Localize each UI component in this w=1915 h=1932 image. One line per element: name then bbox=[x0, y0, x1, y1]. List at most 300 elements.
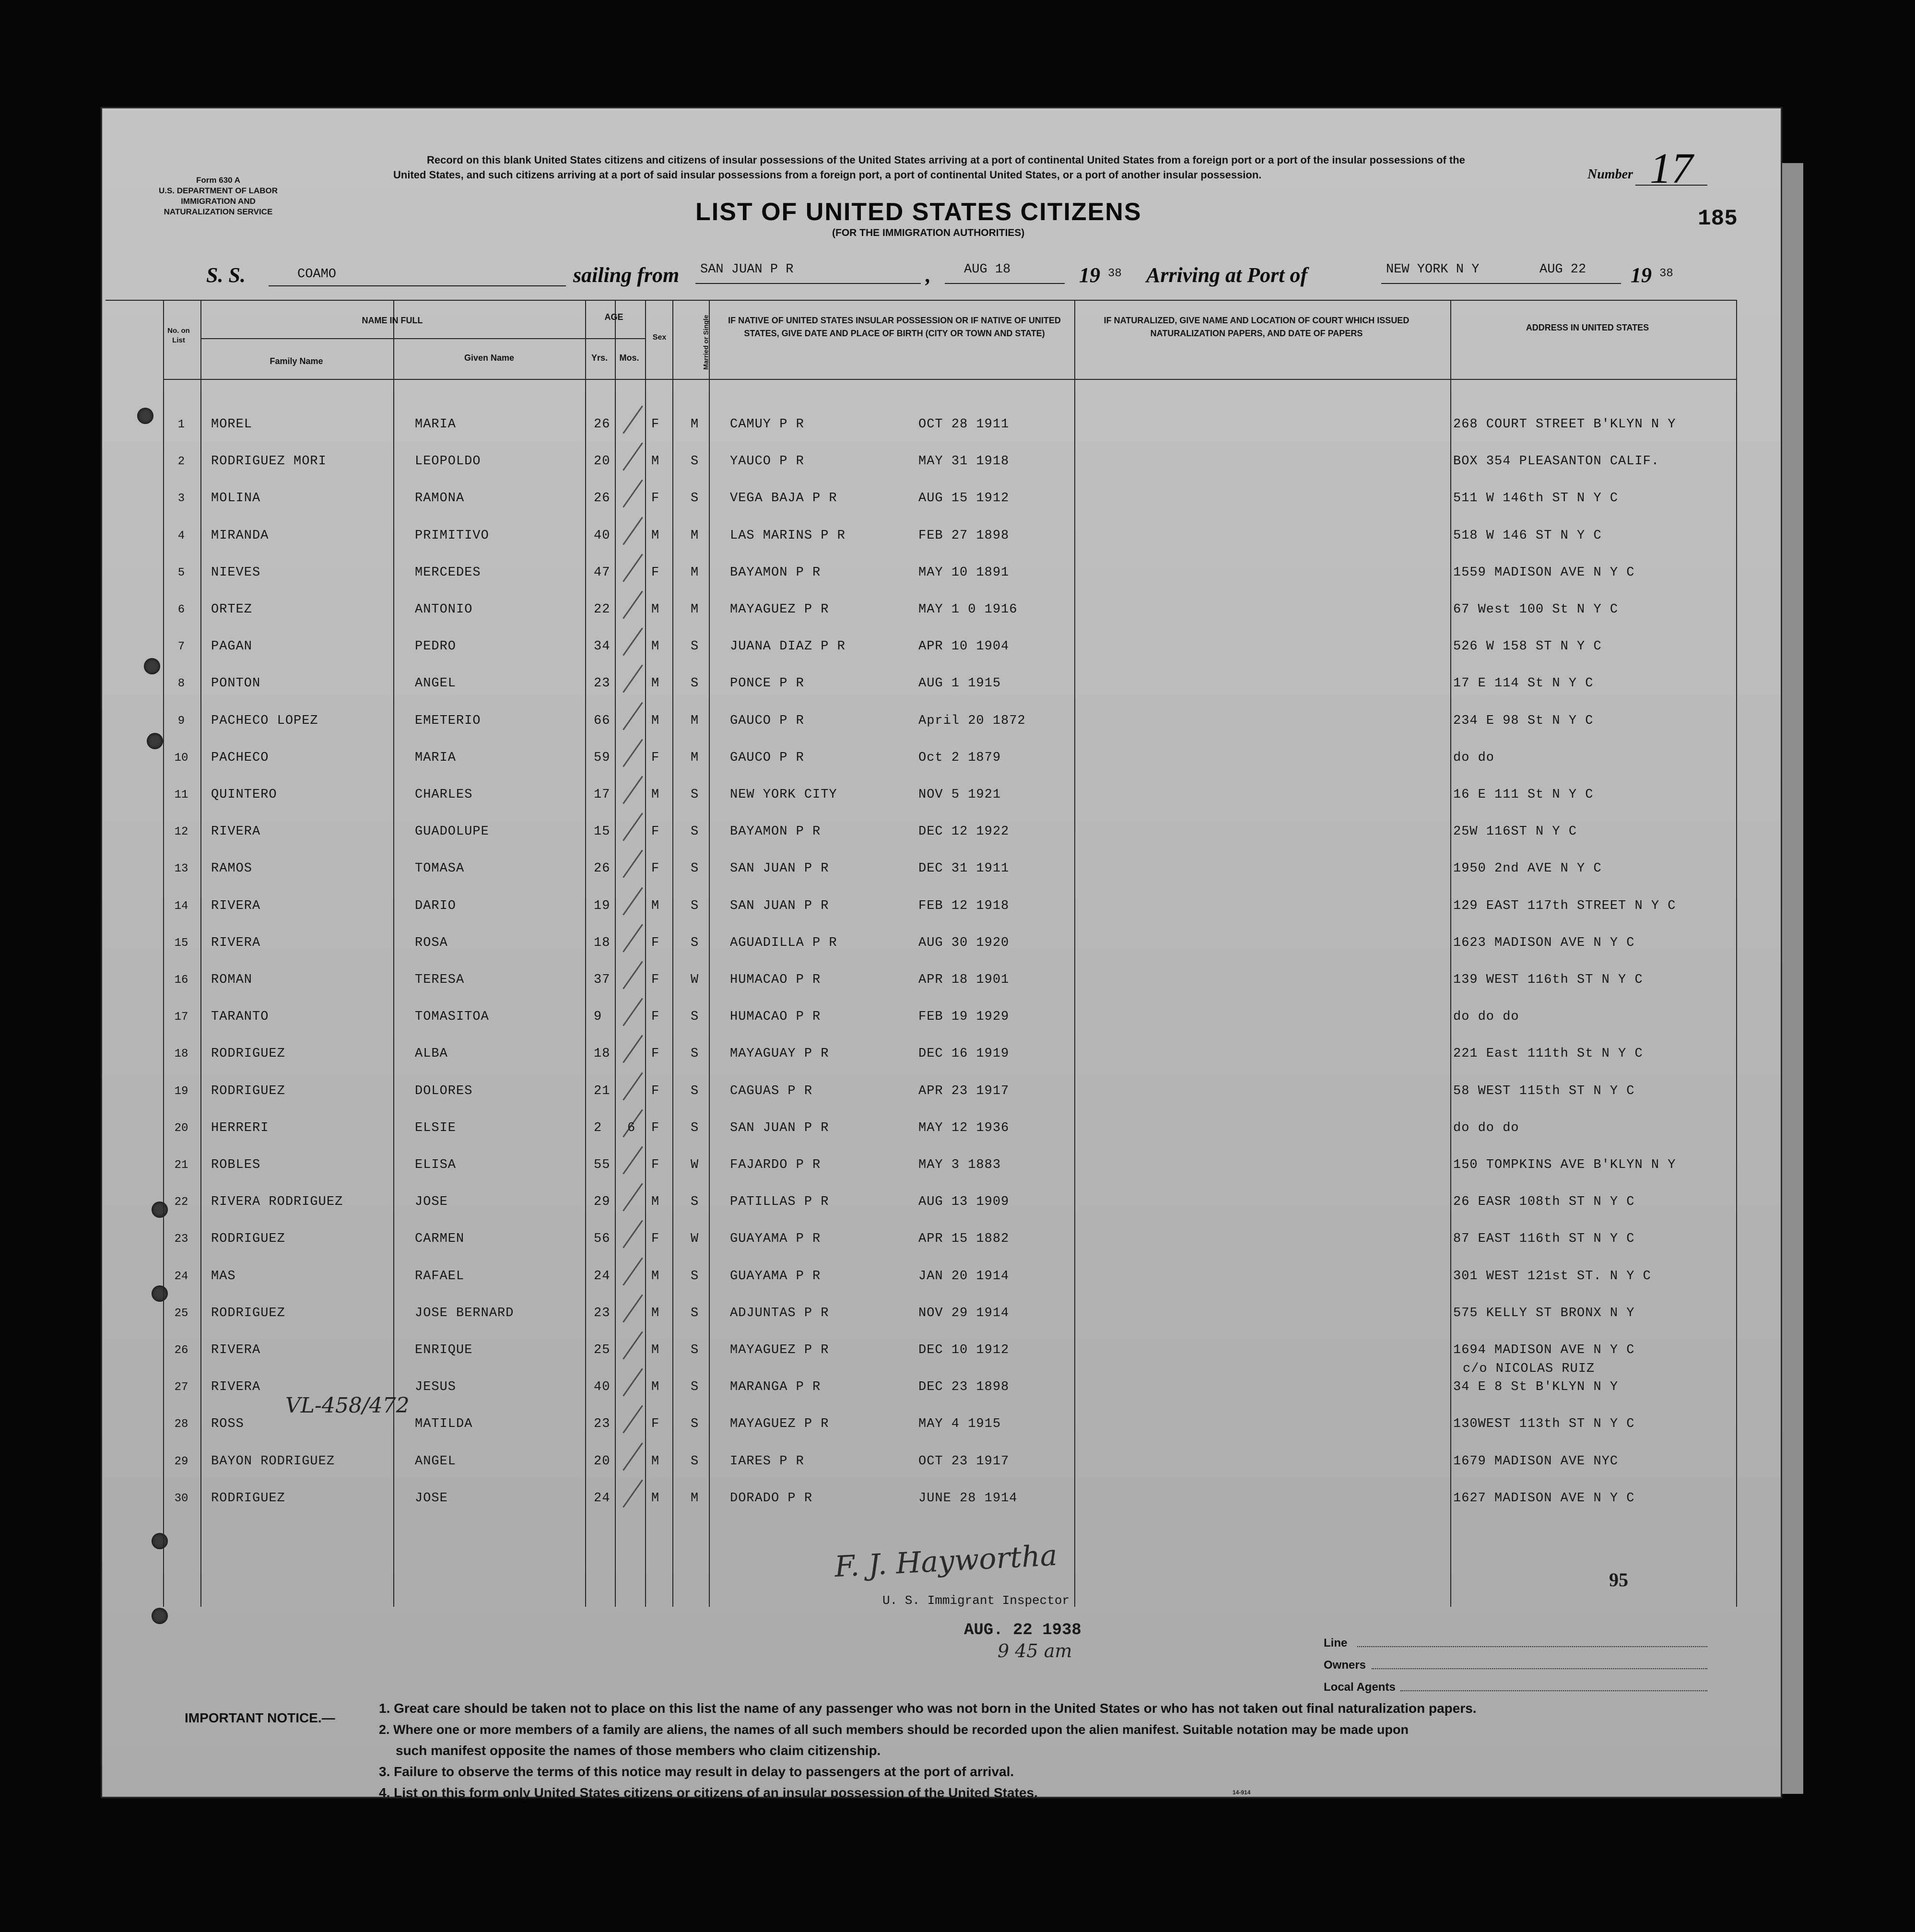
notice-item-2-cont: such manifest opposite the names of those members who claim citizenship. bbox=[396, 1743, 881, 1758]
col-header-given: Given Name bbox=[464, 353, 515, 363]
form-identifier: Form 630 A U.S. DEPARTMENT OF LABOR IMMIGRATION AND NATURALIZATION SERVICE bbox=[158, 176, 278, 216]
marital-status: S bbox=[691, 935, 699, 950]
family-name: RIVERA RODRIGUEZ bbox=[211, 1195, 343, 1210]
birth-date: APR 23 1917 bbox=[918, 1084, 1010, 1098]
marital-status: S bbox=[691, 1120, 699, 1135]
address: 268 COURT STREET B'KLYN N Y bbox=[1453, 417, 1676, 432]
given-name: CHARLES bbox=[415, 788, 473, 802]
age-years: 47 bbox=[594, 565, 611, 580]
address: 1679 MADISON AVE NYC bbox=[1453, 1454, 1619, 1469]
row-number: 17 bbox=[174, 1011, 188, 1024]
age-years: 59 bbox=[594, 750, 611, 765]
row-number: 6 bbox=[177, 603, 185, 616]
age-years: 15 bbox=[594, 825, 611, 839]
row-number: 11 bbox=[174, 789, 188, 801]
col-header-married: Married or Single bbox=[702, 315, 710, 370]
family-name: RAMOS bbox=[211, 861, 253, 876]
arrival-date: AUG 22 bbox=[1539, 262, 1586, 277]
marital-status: S bbox=[691, 1084, 699, 1098]
birth-place: YAUCO P R bbox=[730, 454, 804, 469]
line-label: Line bbox=[1324, 1637, 1348, 1649]
marital-status: M bbox=[691, 1491, 699, 1506]
address: 301 WEST 121st ST. N Y C bbox=[1453, 1269, 1651, 1284]
col-header-address: ADDRESS IN UNITED STATES bbox=[1526, 323, 1649, 332]
birth-date: JAN 20 1914 bbox=[918, 1269, 1010, 1284]
birth-place: SAN JUAN P R bbox=[730, 1120, 829, 1135]
age-years: 40 bbox=[594, 1380, 611, 1395]
arrival-stamp: AUG. 22 1938 bbox=[964, 1621, 1081, 1639]
address: 575 KELLY ST BRONX N Y bbox=[1453, 1306, 1635, 1320]
birth-date: FEB 12 1918 bbox=[918, 898, 1010, 913]
marital-status: S bbox=[691, 676, 699, 691]
row-number: 1 bbox=[177, 418, 185, 431]
address: 150 TOMPKINS AVE B'KLYN N Y bbox=[1453, 1158, 1676, 1172]
col-header-naturalized: IF NATURALIZED, GIVE NAME AND LOCATION OF COURT WHICH ISSUED NATURALIZATION PAPERS, AND DATE OF PAPERS bbox=[1104, 316, 1410, 338]
notice-item-3: 3. Failure to observe the terms of this notice may result in delay to passengers at the port of arrival. bbox=[379, 1764, 1014, 1779]
address: do do do bbox=[1453, 1010, 1519, 1025]
birth-place: SAN JUAN P R bbox=[730, 898, 829, 913]
address: 130WEST 113th ST N Y C bbox=[1453, 1417, 1635, 1432]
family-name: ORTEZ bbox=[211, 602, 253, 617]
sex: F bbox=[651, 1120, 660, 1135]
col-header-birth: IF NATIVE OF UNITED STATES INSULAR POSSESSION OR IF NATIVE OF UNITED STATES, GIVE DATE AND PLACE OF BIRTH (CITY OR TOWN AND STATE) bbox=[728, 316, 1061, 338]
family-name: MAS bbox=[211, 1269, 236, 1284]
marital-status: S bbox=[691, 639, 699, 654]
row-number: 12 bbox=[174, 825, 188, 839]
table-column-rule bbox=[645, 300, 646, 1607]
number-label: Number bbox=[1587, 167, 1633, 182]
family-name: PACHECO LOPEZ bbox=[211, 713, 318, 728]
birth-date: AUG 30 1920 bbox=[918, 935, 1010, 950]
given-name: MARIA bbox=[415, 750, 457, 765]
age-years: 9 bbox=[594, 1010, 602, 1025]
sex: F bbox=[651, 825, 660, 839]
marital-status: M bbox=[691, 565, 699, 580]
address: 67 West 100 St N Y C bbox=[1453, 602, 1619, 617]
table-row-rule bbox=[106, 300, 1736, 301]
address: 1623 MADISON AVE N Y C bbox=[1453, 935, 1635, 950]
marital-status: W bbox=[691, 1232, 699, 1247]
row-number: 2 bbox=[177, 455, 185, 469]
birth-place: CAMUY P R bbox=[730, 417, 804, 432]
row-number: 13 bbox=[174, 862, 188, 876]
birth-place: SAN JUAN P R bbox=[730, 861, 829, 876]
birth-date: DEC 10 1912 bbox=[918, 1343, 1010, 1357]
birth-date: MAY 1 0 1916 bbox=[918, 602, 1018, 617]
birth-place: JUANA DIAZ P R bbox=[730, 639, 846, 654]
given-name: PRIMITIVO bbox=[415, 528, 489, 543]
sex: M bbox=[651, 676, 660, 691]
age-years: 56 bbox=[594, 1232, 611, 1247]
inspector-label: U. S. Immigrant Inspector bbox=[882, 1593, 1070, 1608]
punch-hole bbox=[152, 1608, 168, 1624]
marital-status: S bbox=[691, 898, 699, 913]
sex: M bbox=[651, 898, 660, 913]
birth-date: MAY 12 1936 bbox=[918, 1120, 1010, 1135]
row-number: 18 bbox=[174, 1048, 188, 1061]
age-years: 23 bbox=[594, 676, 611, 691]
sex: M bbox=[651, 1306, 660, 1320]
row-number: 3 bbox=[177, 492, 185, 506]
sex: M bbox=[651, 602, 660, 617]
family-name: RODRIGUEZ bbox=[211, 1491, 285, 1506]
age-years: 20 bbox=[594, 454, 611, 469]
age-years: 18 bbox=[594, 1047, 611, 1061]
sex: F bbox=[651, 973, 660, 987]
owners-label: Owners bbox=[1324, 1659, 1366, 1672]
age-years: 29 bbox=[594, 1195, 611, 1210]
family-name: MOLINA bbox=[211, 491, 261, 506]
punch-hole bbox=[152, 1202, 168, 1218]
birth-place: PONCE P R bbox=[730, 676, 804, 691]
address: 526 W 158 ST N Y C bbox=[1453, 639, 1602, 654]
birth-date: NOV 29 1914 bbox=[918, 1306, 1010, 1320]
sex: F bbox=[651, 565, 660, 580]
sex: M bbox=[651, 788, 660, 802]
table-row-rule bbox=[200, 338, 645, 339]
sex: F bbox=[651, 1084, 660, 1098]
birth-place: ADJUNTAS P R bbox=[730, 1306, 829, 1320]
birth-place: GAUCO P R bbox=[730, 713, 804, 728]
birth-date: OCT 23 1917 bbox=[918, 1454, 1010, 1469]
sex: F bbox=[651, 1158, 660, 1172]
age-years: 19 bbox=[594, 898, 611, 913]
punch-hole bbox=[144, 658, 160, 674]
row-number: 9 bbox=[177, 714, 185, 728]
sex: M bbox=[651, 1343, 660, 1357]
print-code: 14-914 bbox=[1233, 1789, 1251, 1796]
birth-date: DEC 31 1911 bbox=[918, 861, 1010, 876]
row-number: 24 bbox=[174, 1270, 188, 1283]
family-name: HERRERI bbox=[211, 1120, 269, 1135]
age-years: 26 bbox=[594, 417, 611, 432]
given-name: JOSE bbox=[415, 1491, 448, 1506]
marital-status: S bbox=[691, 1417, 699, 1432]
marital-status: S bbox=[691, 1306, 699, 1320]
document-title: LIST OF UNITED STATES CITIZENS bbox=[695, 198, 1142, 226]
ss-label: S. S. bbox=[206, 263, 246, 287]
row-number: 14 bbox=[174, 899, 188, 913]
given-name: CARMEN bbox=[415, 1232, 465, 1247]
row-number: 29 bbox=[174, 1455, 188, 1468]
birth-date: AUG 15 1912 bbox=[918, 491, 1010, 506]
punch-hole bbox=[137, 408, 153, 424]
notice-item-1: 1. Great care should be taken not to place on this list the name of any passenger who was not born in the United States or who has not taken out final naturalization papers. bbox=[379, 1701, 1477, 1716]
given-name: ELSIE bbox=[415, 1120, 457, 1135]
ship-name: COAMO bbox=[297, 267, 337, 282]
document-subtitle: (FOR THE IMMIGRATION AUTHORITIES) bbox=[832, 227, 1025, 238]
address: 25W 116ST N Y C bbox=[1453, 825, 1577, 839]
family-name: NIEVES bbox=[211, 565, 261, 580]
sex: M bbox=[651, 1269, 660, 1284]
number-underline bbox=[1635, 185, 1707, 186]
marital-status: S bbox=[691, 454, 699, 469]
address: 139 WEST 116th ST N Y C bbox=[1453, 973, 1643, 987]
family-name: BAYON RODRIGUEZ bbox=[211, 1454, 335, 1469]
birth-place: FAJARDO P R bbox=[730, 1158, 821, 1172]
birth-place: MAYAGUEZ P R bbox=[730, 1417, 829, 1432]
comma: , bbox=[926, 263, 931, 287]
col-header-mos: Mos. bbox=[619, 353, 639, 363]
sex: M bbox=[651, 639, 660, 654]
row-number: 5 bbox=[177, 566, 185, 579]
birth-place: GUAYAMA P R bbox=[730, 1232, 821, 1247]
birth-place: VEGA BAJA P R bbox=[730, 491, 837, 506]
table-column-rule bbox=[615, 300, 616, 1607]
address: 129 EAST 117th STREET N Y C bbox=[1453, 898, 1676, 913]
family-name: PAGAN bbox=[211, 639, 253, 654]
birth-date: DEC 16 1919 bbox=[918, 1047, 1010, 1061]
given-name: TOMASITOA bbox=[415, 1010, 489, 1025]
birth-date: April 20 1872 bbox=[918, 713, 1026, 728]
row-number: 21 bbox=[174, 1159, 188, 1172]
birth-date: MAY 3 1883 bbox=[918, 1158, 1001, 1172]
sex: M bbox=[651, 1380, 660, 1395]
passenger-count: 95 bbox=[1609, 1569, 1628, 1590]
birth-date: AUG 1 1915 bbox=[918, 676, 1001, 691]
marital-status: W bbox=[691, 1158, 699, 1172]
age-years: 66 bbox=[594, 713, 611, 728]
local-agents-field bbox=[1400, 1690, 1707, 1691]
sex: M bbox=[651, 1491, 660, 1506]
given-name: RAMONA bbox=[415, 491, 465, 506]
given-name: ANGEL bbox=[415, 676, 457, 691]
sex: M bbox=[651, 1195, 660, 1210]
age-years: 2 bbox=[594, 1120, 602, 1135]
sex: F bbox=[651, 750, 660, 765]
given-name: ENRIQUE bbox=[415, 1343, 473, 1357]
row-number: 4 bbox=[177, 529, 185, 542]
marital-status: S bbox=[691, 1047, 699, 1061]
sex: F bbox=[651, 1047, 660, 1061]
birth-date: Oct 2 1879 bbox=[918, 750, 1001, 765]
row-number: 15 bbox=[174, 936, 188, 950]
birth-place: LAS MARINS P R bbox=[730, 528, 846, 543]
ship-underline bbox=[269, 285, 566, 286]
marital-status: M bbox=[691, 417, 699, 432]
departure-date: AUG 18 bbox=[964, 262, 1011, 277]
notice-label: IMPORTANT NOTICE.— bbox=[185, 1710, 335, 1725]
given-name: ALBA bbox=[415, 1047, 448, 1061]
family-name: RODRIGUEZ bbox=[211, 1306, 285, 1320]
arriving-label: Arriving at Port of bbox=[1146, 263, 1308, 287]
given-name: MERCEDES bbox=[415, 565, 481, 580]
birth-place: CAGUAS P R bbox=[730, 1084, 813, 1098]
birth-place: MAYAGUAY P R bbox=[730, 1047, 829, 1061]
col-header-sex: Sex bbox=[652, 333, 667, 342]
birth-date: MAY 31 1918 bbox=[918, 454, 1010, 469]
col-header-age: AGE bbox=[604, 312, 623, 322]
sex: F bbox=[651, 1232, 660, 1247]
marital-status: S bbox=[691, 491, 699, 506]
arrival-year-prefix: 19 bbox=[1631, 263, 1652, 287]
record-instructions: Record on this blank United States citizens and citizens of insular possessions of the United States arriving at a port of continental United States from a foreign port or a port of the insular possessions of the United States, and such citizens arriving at a port of said insular possessions from a foreign port, a port of continental United States, or a port of another insular possession. bbox=[393, 154, 1465, 181]
arrival-underline bbox=[1381, 283, 1621, 284]
family-name: ROMAN bbox=[211, 973, 253, 987]
birth-place: NEW YORK CITY bbox=[730, 788, 837, 802]
row-number: 25 bbox=[174, 1307, 188, 1320]
birth-date: NOV 5 1921 bbox=[918, 788, 1001, 802]
table-column-rule bbox=[163, 300, 164, 1607]
notice-item-4: 4. List on this form only United States citizens or citizens of an insular possession of the United States. bbox=[379, 1785, 1038, 1800]
family-name: RODRIGUEZ bbox=[211, 1232, 285, 1247]
address: 17 E 114 St N Y C bbox=[1453, 676, 1594, 691]
family-name: RIVERA bbox=[211, 935, 261, 950]
age-years: 34 bbox=[594, 639, 611, 654]
sex: M bbox=[651, 528, 660, 543]
family-name: RIVERA bbox=[211, 898, 261, 913]
family-name: RODRIGUEZ bbox=[211, 1084, 285, 1098]
birth-place: AGUADILLA P R bbox=[730, 935, 837, 950]
age-years: 55 bbox=[594, 1158, 611, 1172]
birth-place: PATILLAS P R bbox=[730, 1195, 829, 1210]
col-header-number: No. on List bbox=[167, 327, 190, 344]
address: 518 W 146 ST N Y C bbox=[1453, 528, 1602, 543]
birth-date: FEB 19 1929 bbox=[918, 1010, 1010, 1025]
col-header-name: NAME IN FULL bbox=[362, 316, 423, 325]
sex: F bbox=[651, 1010, 660, 1025]
marital-status: M bbox=[691, 528, 699, 543]
row-number: 16 bbox=[174, 974, 188, 987]
marital-status: S bbox=[691, 1380, 699, 1395]
given-name: ANTONIO bbox=[415, 602, 473, 617]
given-name: LEOPOLDO bbox=[415, 454, 481, 469]
table-column-rule bbox=[200, 300, 201, 1607]
sex: M bbox=[651, 454, 660, 469]
age-years: 23 bbox=[594, 1417, 611, 1432]
sex: F bbox=[651, 491, 660, 506]
address: 1950 2nd AVE N Y C bbox=[1453, 861, 1602, 876]
marital-status: S bbox=[691, 1010, 699, 1025]
birth-date: JUNE 28 1914 bbox=[918, 1491, 1018, 1506]
inspector-signature: F. J. Haywortha bbox=[834, 1538, 1058, 1584]
row-number: 7 bbox=[177, 640, 185, 654]
address: 234 E 98 St N Y C bbox=[1453, 713, 1594, 728]
birth-place: HUMACAO P R bbox=[730, 1010, 821, 1025]
row-number: 30 bbox=[174, 1492, 188, 1505]
marital-status: S bbox=[691, 825, 699, 839]
birth-place: GUAYAMA P R bbox=[730, 1269, 821, 1284]
sex: F bbox=[651, 1417, 660, 1432]
birth-place: MARANGA P R bbox=[730, 1380, 821, 1395]
birth-place: HUMACAO P R bbox=[730, 973, 821, 987]
family-name: MOREL bbox=[211, 417, 253, 432]
row-number: 19 bbox=[174, 1084, 188, 1098]
row-number: 27 bbox=[174, 1381, 188, 1394]
given-name: DOLORES bbox=[415, 1084, 473, 1098]
table-column-rule bbox=[672, 300, 673, 1607]
table-row-rule bbox=[163, 379, 1736, 380]
sex: F bbox=[651, 861, 660, 876]
address: 1694 MADISON AVE N Y C bbox=[1453, 1343, 1635, 1357]
table-column-rule bbox=[1074, 300, 1075, 1607]
birth-place: MAYAGUEZ P R bbox=[730, 1343, 829, 1357]
family-name: QUINTERO bbox=[211, 788, 277, 802]
address: 1627 MADISON AVE N Y C bbox=[1453, 1491, 1635, 1506]
age-years: 20 bbox=[594, 1454, 611, 1469]
birth-date: MAY 10 1891 bbox=[918, 565, 1010, 580]
given-name: MARIA bbox=[415, 417, 457, 432]
row-number: 23 bbox=[174, 1233, 188, 1246]
row-number: 8 bbox=[177, 677, 185, 691]
row-number: 22 bbox=[174, 1196, 188, 1209]
given-name: DARIO bbox=[415, 898, 457, 913]
age-years: 26 bbox=[594, 491, 611, 506]
address: do do do bbox=[1453, 1120, 1519, 1135]
port-underline bbox=[695, 283, 921, 284]
given-name: RAFAEL bbox=[415, 1269, 465, 1284]
age-years: 37 bbox=[594, 973, 611, 987]
birth-date: DEC 12 1922 bbox=[918, 825, 1010, 839]
age-years: 24 bbox=[594, 1491, 611, 1506]
address: 221 East 111th St N Y C bbox=[1453, 1047, 1643, 1061]
age-years: 21 bbox=[594, 1084, 611, 1098]
row-number: 10 bbox=[174, 751, 188, 765]
birth-date: APR 10 1904 bbox=[918, 639, 1010, 654]
family-name: ROSS bbox=[211, 1417, 244, 1432]
marital-status: M bbox=[691, 713, 699, 728]
marital-status: S bbox=[691, 788, 699, 802]
departure-port: SAN JUAN P R bbox=[700, 262, 794, 277]
sex: F bbox=[651, 935, 660, 950]
line-field bbox=[1357, 1646, 1707, 1647]
handwritten-note: VL-458/472 bbox=[285, 1393, 410, 1418]
row-number: 26 bbox=[174, 1344, 188, 1357]
marital-status: S bbox=[691, 1343, 699, 1357]
col-header-family: Family Name bbox=[270, 356, 323, 366]
given-name: PEDRO bbox=[415, 639, 457, 654]
arrival-year: 38 bbox=[1659, 267, 1673, 280]
birth-date: DEC 23 1898 bbox=[918, 1380, 1010, 1395]
family-name: RIVERA bbox=[211, 1380, 261, 1395]
birth-place: IARES P R bbox=[730, 1454, 804, 1469]
row-number: 28 bbox=[174, 1418, 188, 1431]
age-years: 17 bbox=[594, 788, 611, 802]
family-name: TARANTO bbox=[211, 1010, 269, 1025]
sex: M bbox=[651, 713, 660, 728]
list-number: 17 bbox=[1650, 145, 1693, 192]
punch-hole bbox=[152, 1285, 168, 1302]
local-agents-label: Local Agents bbox=[1324, 1681, 1396, 1694]
address: 16 E 111 St N Y C bbox=[1453, 788, 1594, 802]
family-name: RODRIGUEZ bbox=[211, 1047, 285, 1061]
marital-status: M bbox=[691, 602, 699, 617]
address: 34 E 8 St B'KLYN N Y bbox=[1453, 1380, 1619, 1395]
notice-item-2: 2. Where one or more members of a family are aliens, the names of all such members should be recorded upon the alien manifest. Suitable notation may be made upon bbox=[379, 1722, 1409, 1737]
table-column-rule bbox=[1450, 300, 1451, 1607]
birth-place: MAYAGUEZ P R bbox=[730, 602, 829, 617]
family-name: MIRANDA bbox=[211, 528, 269, 543]
given-name: TERESA bbox=[415, 973, 465, 987]
marital-status: S bbox=[691, 1195, 699, 1210]
table-column-rule bbox=[1736, 300, 1737, 1607]
sex: F bbox=[651, 417, 660, 432]
family-name: RODRIGUEZ MORI bbox=[211, 454, 327, 469]
age-years: 23 bbox=[594, 1306, 611, 1320]
age-years: 24 bbox=[594, 1269, 611, 1284]
given-name: TOMASA bbox=[415, 861, 465, 876]
sex: M bbox=[651, 1454, 660, 1469]
arrival-time: 9 45 am bbox=[998, 1640, 1072, 1661]
age-years: 22 bbox=[594, 602, 611, 617]
age-months: 6 bbox=[627, 1120, 636, 1135]
age-years: 40 bbox=[594, 528, 611, 543]
birth-date: MAY 4 1915 bbox=[918, 1417, 1001, 1432]
arrival-port: NEW YORK N Y bbox=[1386, 262, 1480, 277]
marital-status: S bbox=[691, 861, 699, 876]
birth-place: GAUCO P R bbox=[730, 750, 804, 765]
family-name: ROBLES bbox=[211, 1158, 261, 1172]
